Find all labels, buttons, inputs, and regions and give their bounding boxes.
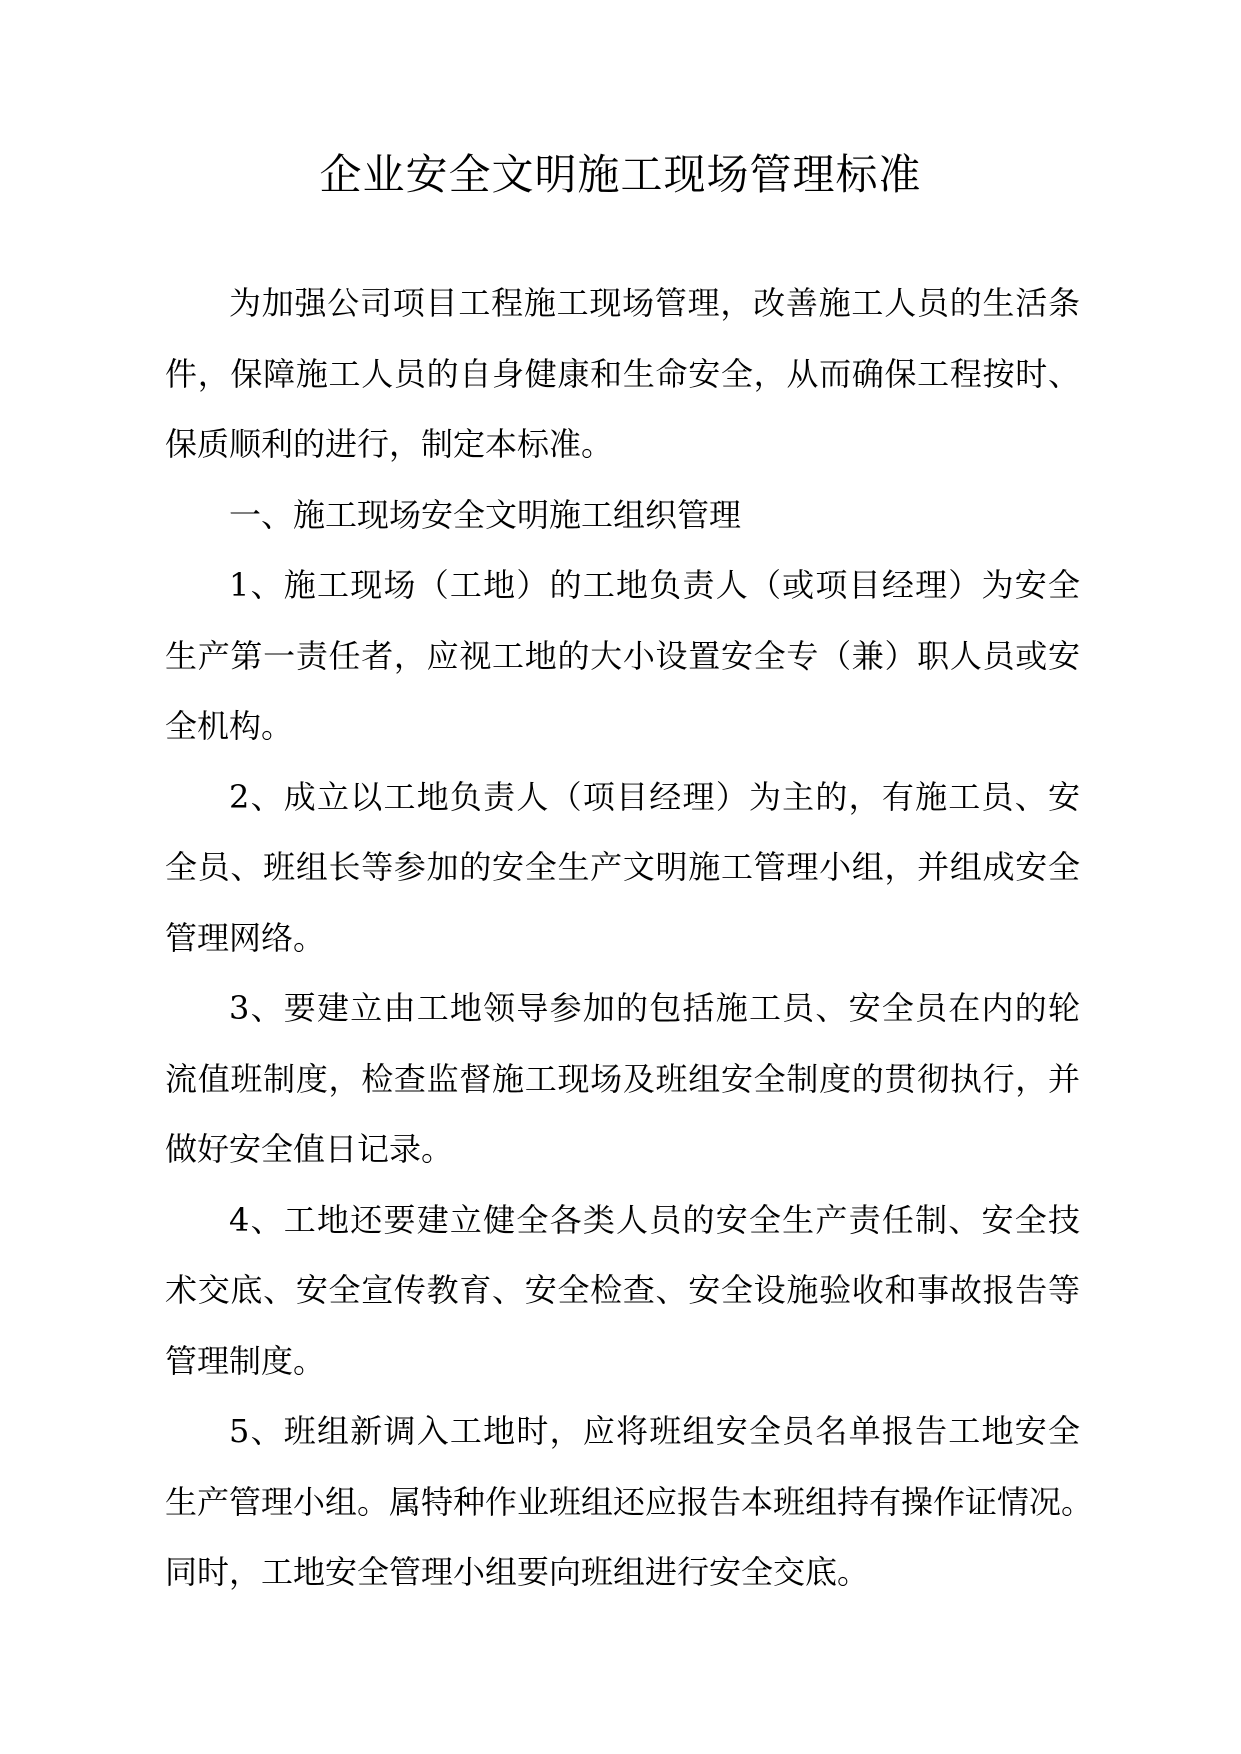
paragraph-line: 术交底、安全宣传教育、安全检查、安全设施验收和事故报告等 [165, 1271, 1080, 1309]
paragraph-line: 3、要建立由工地领导参加的包括施工员、安全员在内的轮 [229, 989, 1080, 1027]
paragraph-line: 同时，工地安全管理小组要向班组进行安全交底。 [165, 1553, 870, 1591]
paragraph-line: 件，保障施工人员的自身健康和生命安全，从而确保工程按时、 [165, 354, 1080, 393]
clause-1-paragraph [165, 550, 1080, 762]
clause-4-paragraph [165, 1185, 1080, 1397]
paragraph-line: 全机构。 [165, 707, 294, 745]
paragraph-line: 流值班制度，检查监督施工现场及班组安全制度的贯彻执行，并 [165, 1059, 1080, 1098]
paragraph-line: 全员、班组长等参加的安全生产文明施工管理小组，并组成安全 [165, 848, 1080, 886]
paragraph-line: 1、施工现场（工地）的工地负责人（或项目经理）为安全 [229, 566, 1080, 604]
paragraph-line: 为加强公司项目工程施工现场管理，改善施工人员的生活条 [229, 284, 1080, 322]
section-heading [165, 480, 1080, 551]
paragraph-line: 管理制度。 [165, 1341, 326, 1380]
paragraph-line: 管理网络。 [165, 918, 326, 957]
clause-3-paragraph [165, 973, 1080, 1185]
clause-5-paragraph [165, 1396, 1094, 1608]
document-title: 企业安全文明施工现场管理标准 [319, 150, 922, 199]
paragraph-line: 5、班组新调入工地时，应将班组安全员名单报告工地安全 [229, 1412, 1080, 1450]
paragraph-line: 生产第一责任者，应视工地的大小设置安全专（兼）职人员或安 [165, 636, 1080, 675]
intro-paragraph [165, 268, 1080, 480]
paragraph-line: 保质顺利的进行，制定本标准。 [165, 425, 614, 463]
paragraph-line: 生产管理小组。属特种作业班组还应报告本班组持有操作证情况。 [165, 1482, 1094, 1521]
paragraph-line: 4、工地还要建立健全各类人员的安全生产责任制、安全技 [229, 1200, 1080, 1239]
paragraph-line: 2、成立以工地负责人（项目经理）为主的，有施工员、安 [229, 777, 1080, 816]
clause-2-paragraph [165, 762, 1080, 974]
paragraph-line: 做好安全值日记录。 [165, 1130, 454, 1168]
document-body [165, 268, 1094, 1608]
paragraph-line: 一、施工现场安全文明施工组织管理 [229, 495, 742, 534]
